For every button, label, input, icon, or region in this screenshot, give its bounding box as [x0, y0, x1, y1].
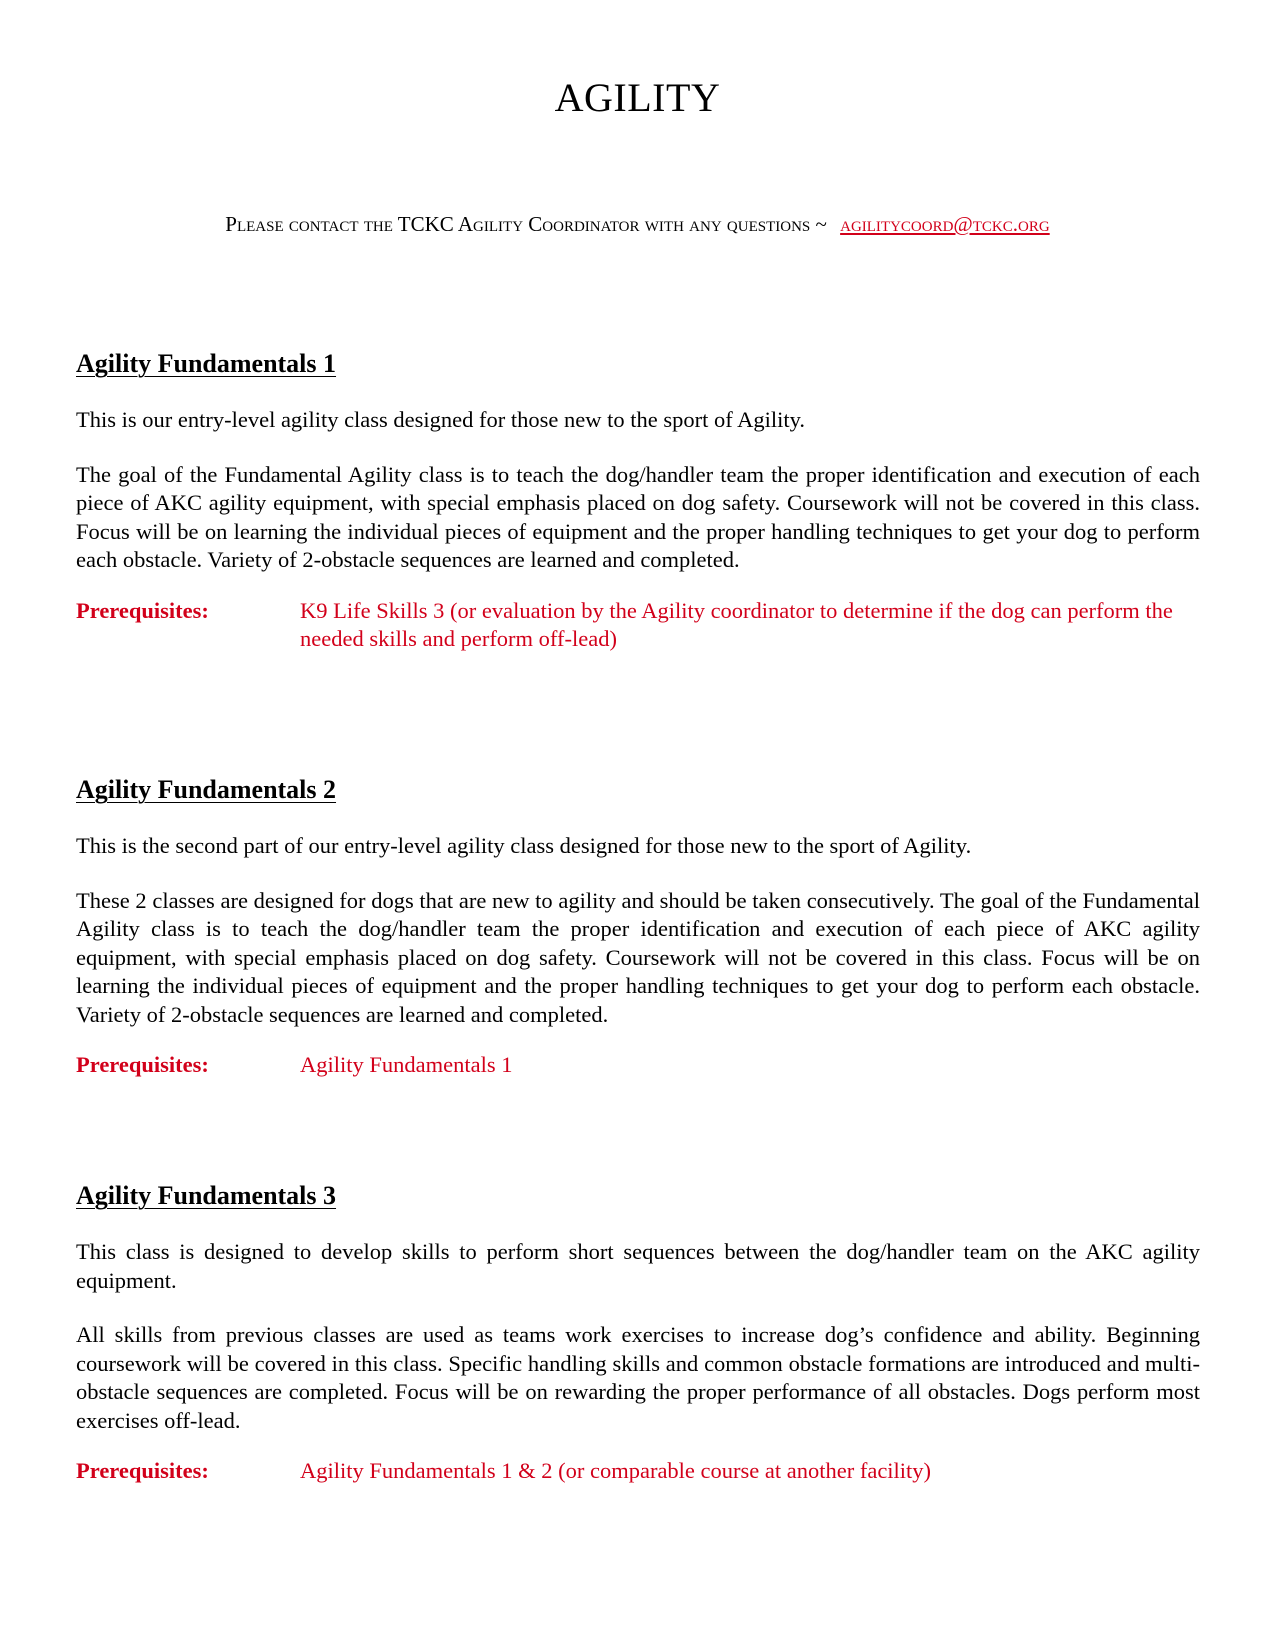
section-intro: This is our entry-level agility class designed for those new to the sport of Agility.	[76, 407, 806, 432]
section-heading: Agility Fundamentals 3	[76, 1181, 337, 1210]
section-agility-fundamentals-3	[76, 1180, 1200, 1486]
section-description: The goal of the Fundamental Agility class is to teach the dog/handler team the proper identification and execution of each piece of AKC agility equipment, with special emphasis placed on dog safety. Coursework will not be covered in this class. Focus will be on learning the individual pieces of equipment and the proper handling techniques to get your dog to perform each obstacle. Variety of 2-obstacle sequences are learned and completed.	[76, 461, 1200, 572]
prerequisites-label: Prerequisites:	[76, 597, 209, 623]
prerequisites-value: K9 Life Skills 3 (or evaluation by the Agility coordinator to determine if the dog can perform the needed skills and perform off-lead)	[300, 597, 1173, 651]
section-agility-fundamentals-2	[76, 774, 1200, 1080]
prerequisites-label: Prerequisites:	[76, 1458, 209, 1483]
prerequisites-row	[76, 597, 1200, 654]
section-agility-fundamentals-1	[76, 348, 1200, 654]
contact-text: Please contact the TCKC Agility Coordinator with any questions ~	[225, 212, 827, 236]
section-description: All skills from previous classes are used as teams work exercises to increase dog’s confidence and ability. Beginning coursework will be covered in this class. Specific handling skills and common obstacle formations are introduced and multi-obstacle sequences are completed. Focus will be on rewarding the proper performance of all obstacles. Dogs perform most exercises off-lead.	[76, 1322, 1200, 1433]
prerequisites-label: Prerequisites:	[76, 1052, 209, 1077]
section-heading: Agility Fundamentals 1	[76, 349, 337, 378]
prerequisites-row	[76, 1051, 1200, 1080]
contact-line	[0, 212, 1275, 237]
prerequisites-row	[76, 1457, 1200, 1486]
prerequisites-value: Agility Fundamentals 1 & 2 (or comparable course at another facility)	[300, 1458, 932, 1483]
section-description: These 2 classes are designed for dogs that are new to agility and should be taken consecutively. The goal of the Fundamental Agility class is to teach the dog/handler team the proper identification and execution of each piece of AKC agility equipment, with special emphasis placed on dog safety. Coursework will not be covered in this class. Focus will be on learning the individual pieces of equipment and the proper handling techniques to get your dog to perform each obstacle. Variety of 2-obstacle sequences are learned and completed.	[76, 887, 1200, 1027]
section-intro: This class is designed to develop skills to perform short sequences between the dog/handler team on the AKC agility equipment.	[76, 1239, 1200, 1293]
section-heading: Agility Fundamentals 2	[76, 775, 337, 804]
page-title: AGILITY	[554, 75, 721, 120]
contact-email-link[interactable]: agilitycoord@tckc.org	[840, 212, 1050, 236]
section-intro: This is the second part of our entry-level agility class designed for those new to the sport of Agility.	[76, 833, 972, 858]
prerequisites-value: Agility Fundamentals 1	[300, 1052, 513, 1077]
